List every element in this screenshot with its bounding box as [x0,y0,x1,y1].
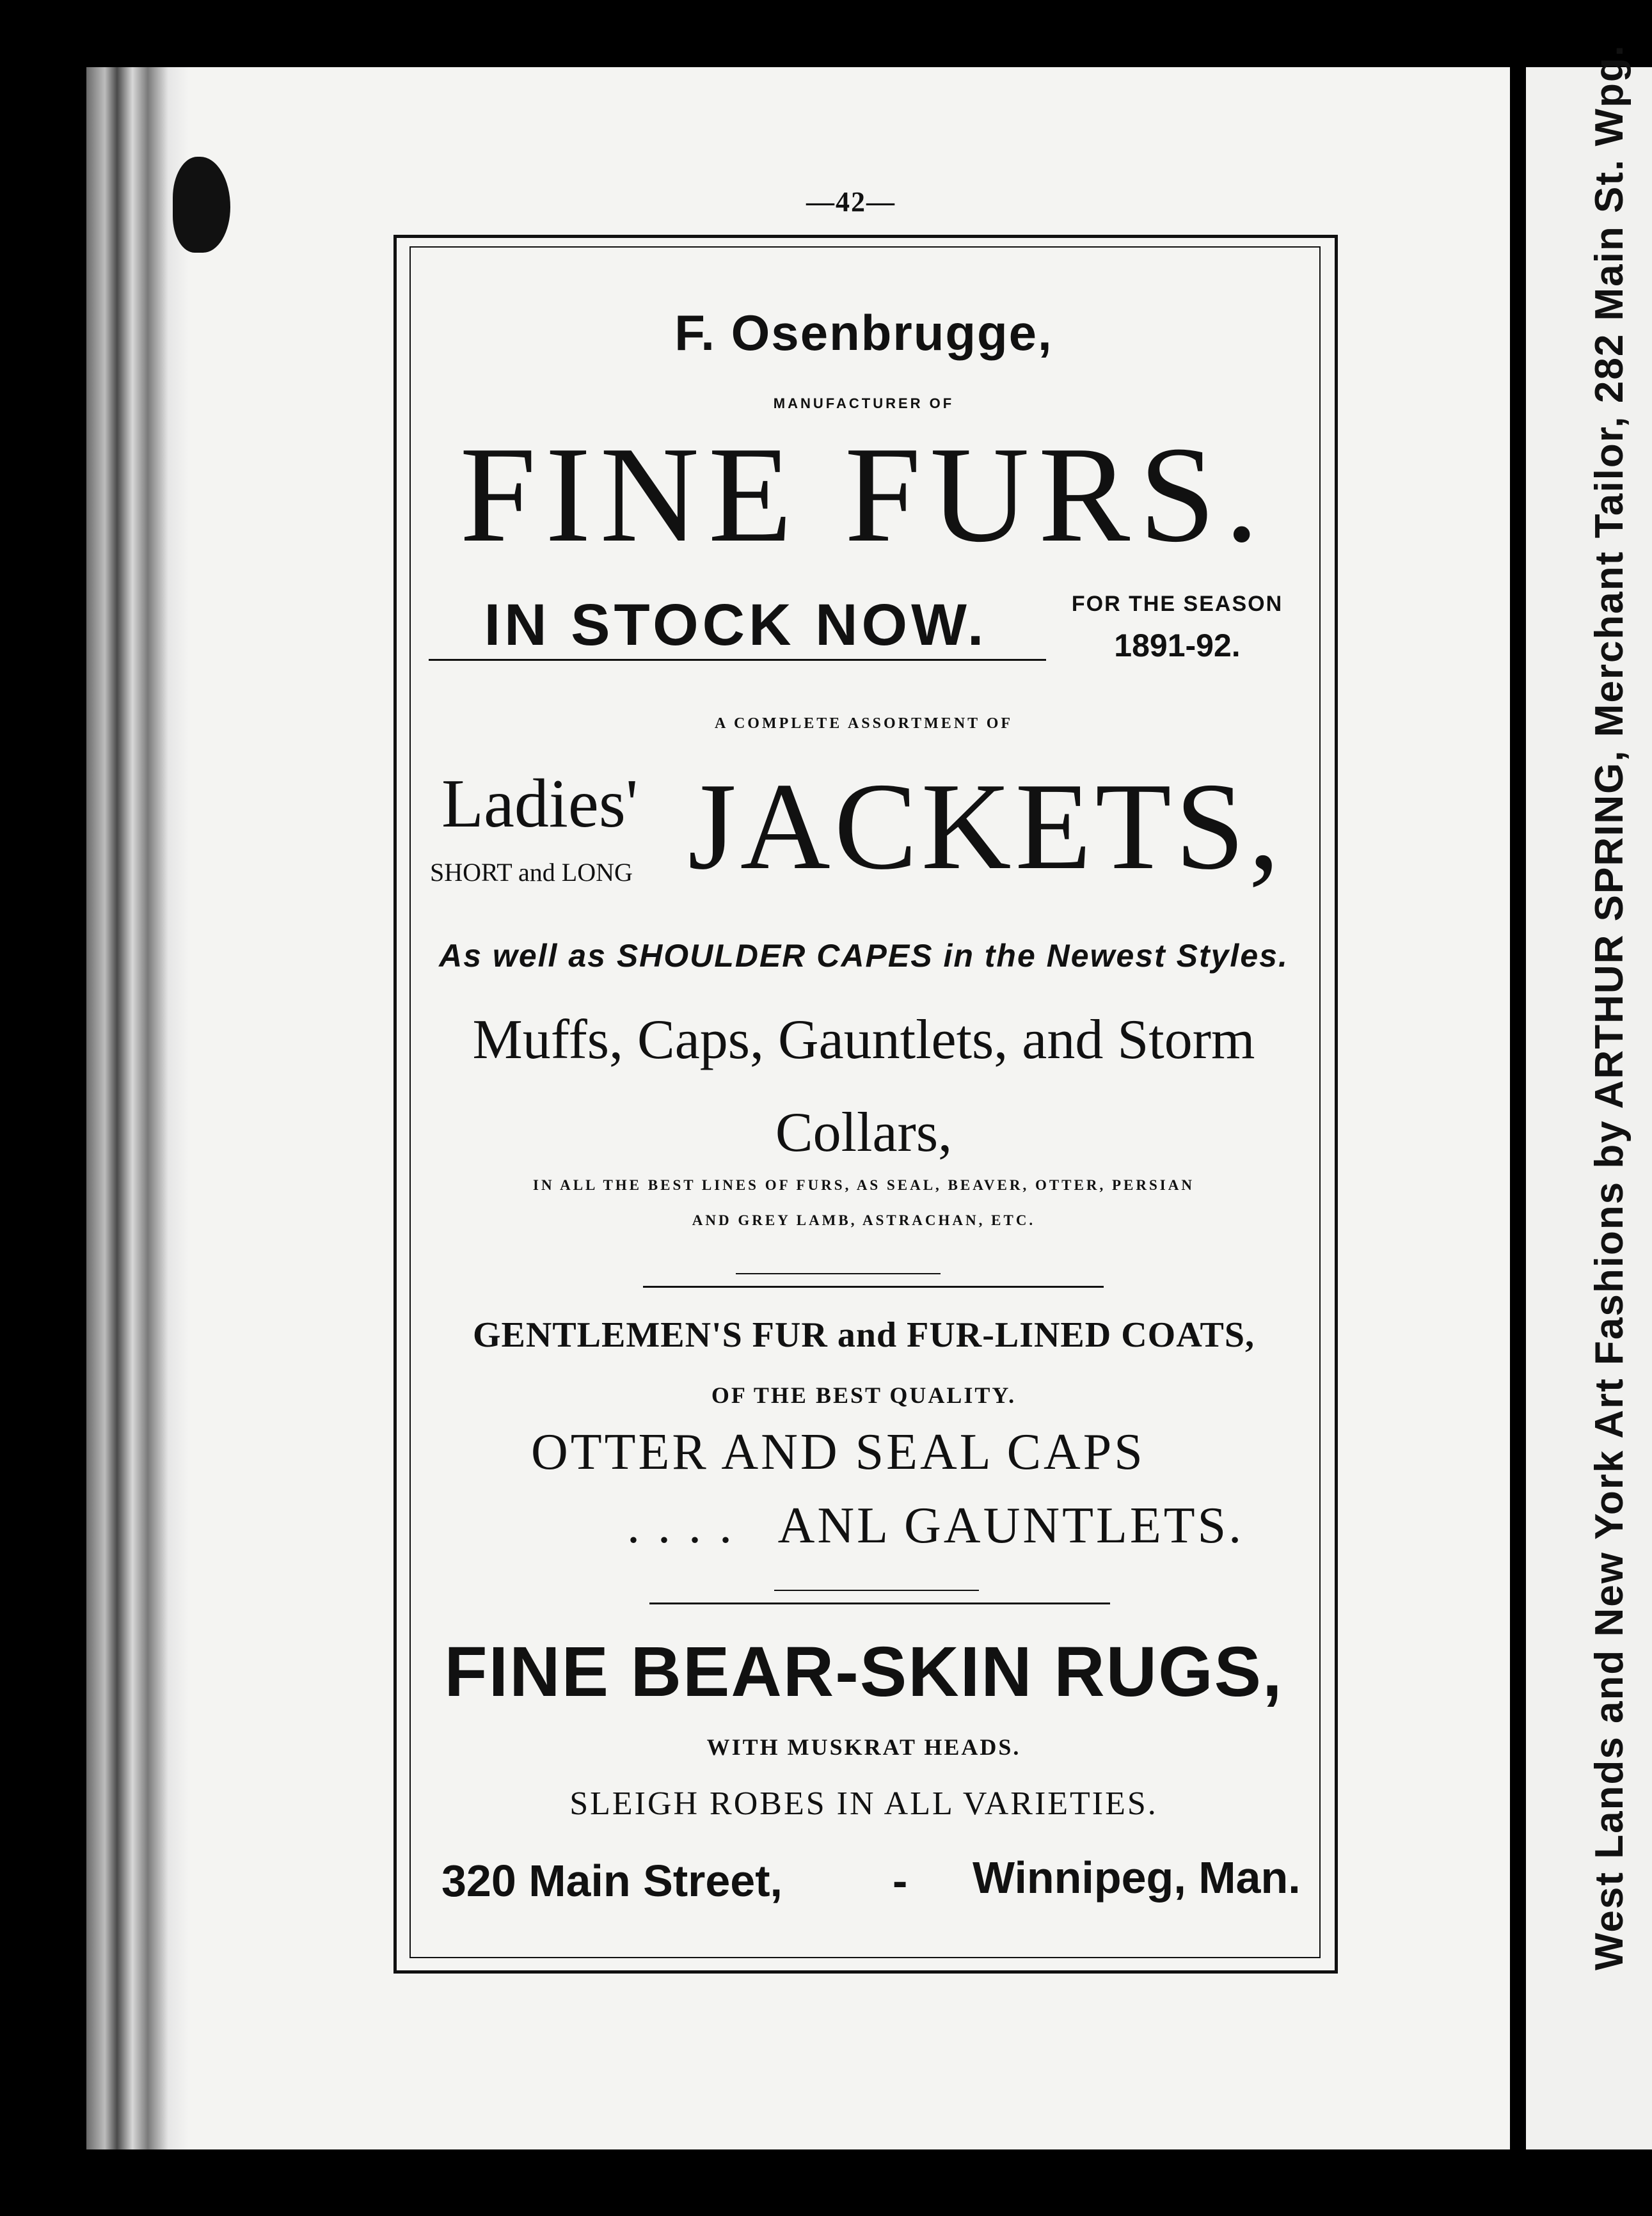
season-label: FOR THE SEASON [1071,592,1283,616]
divider-short-2 [774,1590,979,1591]
shoulder-capes-line: As well as SHOULDER CAPES in the Newest Styles. [439,938,1289,974]
sleigh-robes: SLEIGH ROBES IN ALL VARIETIES. [569,1785,1158,1822]
and-gauntlets: . . . . ANL GAUNTLETS. [627,1498,1244,1554]
jackets-headline: JACKETS, [688,757,1284,896]
divider-long-1 [643,1286,1104,1288]
fur-lines-text-2: AND GREY LAMB, ASTRACHAN, ETC. [692,1212,1036,1228]
assortment-label: A COMPLETE ASSORTMENT OF [714,715,1013,732]
street-address: 320 Main Street, [441,1856,782,1906]
page-number: —42— [806,186,896,218]
muffs-line-1: Muffs, Caps, Gauntlets, and Storm [472,1009,1255,1071]
address-dash: - [893,1856,908,1906]
season-years: 1891-92. [1114,628,1241,663]
divider-long-2 [649,1603,1110,1604]
maker-name: F. Osenbrugge, [674,305,1053,361]
maker-role: MANUFACTURER OF [773,395,955,411]
divider-short-1 [736,1273,941,1274]
headline-fine-furs: FINE FURS. [459,418,1268,571]
gentlemens-coats: GENTLEMEN'S FUR and FUR-LINED COATS, [472,1315,1255,1355]
page-gutter [86,67,189,2149]
fur-lines-text-1: IN ALL THE BEST LINES OF FURS, AS SEAL, BEAVER, OTTER, PERSIAN [533,1177,1195,1193]
short-and-long-label: SHORT and LONG [430,858,633,887]
muffs-line-2: Collars, [775,1102,953,1164]
facing-page-spine-text: West Lands and New York Art Fashions by ARTHUR SPRING, Merchant Tailor, 282 Main St. Wpg. [1587,44,1632,1970]
bear-skin-rugs: FINE BEAR-SKIN RUGS, [444,1633,1283,1711]
in-stock-now: IN STOCK NOW. [484,592,988,658]
best-quality: OF THE BEST QUALITY. [711,1382,1017,1408]
in-stock-underline [429,659,1046,661]
ladies-label: Ladies' [441,766,639,842]
muskrat-heads: WITH MUSKRAT HEADS. [706,1734,1021,1760]
otter-seal-caps: OTTER AND SEAL CAPS [531,1424,1145,1480]
city-address: Winnipeg, Man. [973,1853,1301,1903]
